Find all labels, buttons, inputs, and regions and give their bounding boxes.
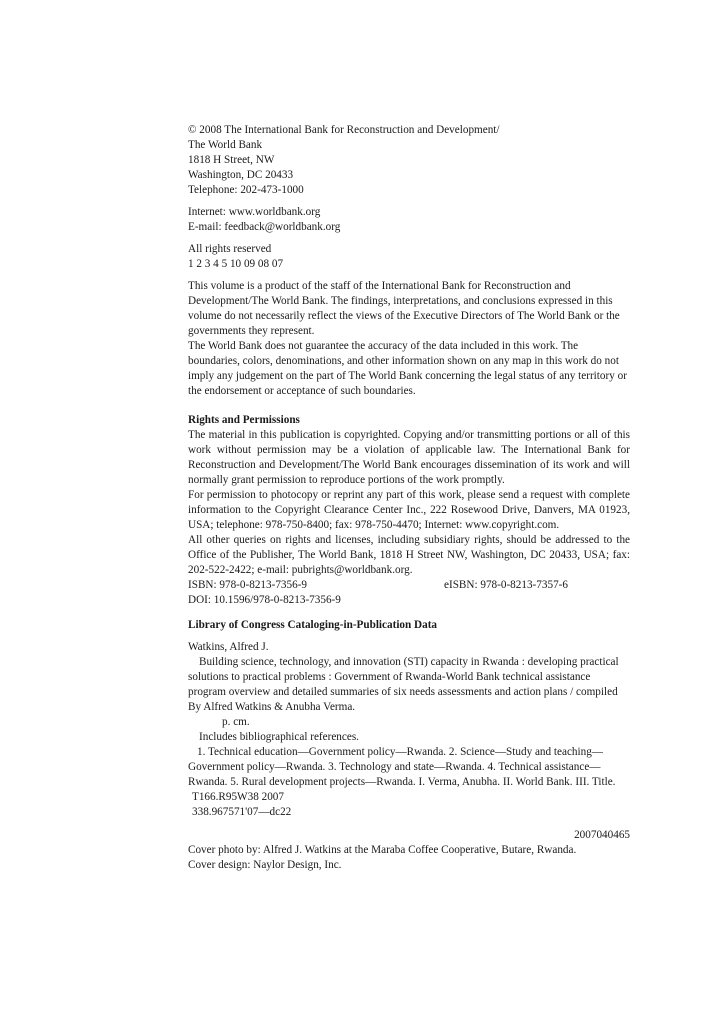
cip-call-number: T166.R95W38 2007 [192, 791, 284, 803]
publisher-name: The World Bank [188, 139, 263, 151]
street-address: 1818 H Street, NW [188, 154, 275, 166]
credits-block [188, 843, 630, 873]
identifiers-block [188, 578, 630, 608]
cip-pages: p. cm. [222, 716, 250, 728]
cip-title: Building science, technology, and innovation (STI) capacity in Rwanda : developing practical solutions to practical problems : Government of Rwanda-World Bank technical assistance program overview and detailed summaries of six needs assessments and action plans / compiled By Alfred Watkins & Anubha Verma. [188, 656, 619, 713]
rights-reserved: All rights reserved [188, 243, 272, 255]
permissions-paragraph-3: All other queries on rights and licenses, including subsidiary rights, should be addressed to the Office of the Publisher, The World Bank, 1818 H Street NW, Washington, DC 20433, USA; fax: 202-522-2422; e-mail: pubrights@worldbank.org. [188, 534, 630, 576]
cip-bibliography: Includes bibliographical references. [199, 731, 359, 743]
disclaimer-paragraph-2: The World Bank does not guarantee the accuracy of the data included in this work. The boundaries, colors, denominations, and other information shown on any map in this work do not imply any judgement on the part of The World Bank concerning the legal status of any territory or the endorsement or acceptance of such boundaries. [188, 340, 627, 397]
eisbn: eISBN: 978-0-8213-7357-6 [444, 579, 568, 591]
cip-section [188, 618, 630, 843]
cip-author: Watkins, Alfred J. [188, 641, 269, 653]
rights-permissions-section [188, 413, 630, 578]
rights-permissions-heading: Rights and Permissions [188, 414, 300, 426]
internet-line: Internet: www.worldbank.org [188, 206, 321, 218]
cip-heading: Library of Congress Cataloging-in-Publication Data [188, 619, 438, 631]
rights-block [188, 242, 630, 272]
copyright-page [188, 123, 630, 873]
isbn: ISBN: 978-0-8213-7356-9 [188, 579, 308, 591]
isbn-row [188, 578, 630, 593]
city-zip: Washington, DC 20433 [188, 169, 294, 181]
copyright-line: © 2008 The International Bank for Reconstruction and Development/ [188, 124, 500, 136]
cip-subjects: 1. Technical education—Government policy—Rwanda. 2. Science—Study and teaching—Government policy—Rwanda. 3. Technology and state—Rwanda. 4. Technical assistance—Rwanda. 5. Rural development projects—Rwanda. I. Verma, Anubha. II. World Bank. III. Title. [188, 746, 616, 788]
contact-block [188, 205, 630, 235]
telephone: Telephone: 202-473-1000 [188, 184, 304, 196]
doi: DOI: 10.1596/978-0-8213-7356-9 [188, 594, 341, 606]
permissions-paragraph-2: For permission to photocopy or reprint any part of this work, please send a request with complete information to the Copyright Clearance Center Inc., 222 Rosewood Drive, Danvers, MA 01923, USA; telephone: 978-750-8400; fax: 978-750-4470; Internet: www.copyright.com. [188, 489, 630, 531]
cip-lccn: 2007040465 [574, 829, 630, 841]
cover-design-credit: Cover design: Naylor Design, Inc. [188, 859, 342, 871]
printing-line: 1 2 3 4 5 10 09 08 07 [188, 258, 284, 270]
permissions-paragraph-1: The material in this publication is copyrighted. Copying and/or transmitting portions or all of this work without permission may be a violation of applicable law. The International Bank for Reconstruction and Development/The World Bank encourages dissemination of its work and will normally grant permission to reproduce portions of the work promptly. [188, 429, 630, 486]
publisher-address [188, 123, 630, 198]
disclaimer-paragraph-1: This volume is a product of the staff of the International Bank for Reconstruction and Development/The World Bank. The findings, interpretations, and conclusions expressed in this volume do not necessarily reflect the views of the Executive Directors of The World Bank or the governments they represent. [188, 280, 620, 337]
email-line: E-mail: feedback@worldbank.org [188, 221, 341, 233]
cover-photo-credit: Cover photo by: Alfred J. Watkins at the Maraba Coffee Cooperative, Butare, Rwanda. [188, 844, 577, 856]
cip-dewey: 338.967571'07—dc22 [192, 806, 292, 818]
